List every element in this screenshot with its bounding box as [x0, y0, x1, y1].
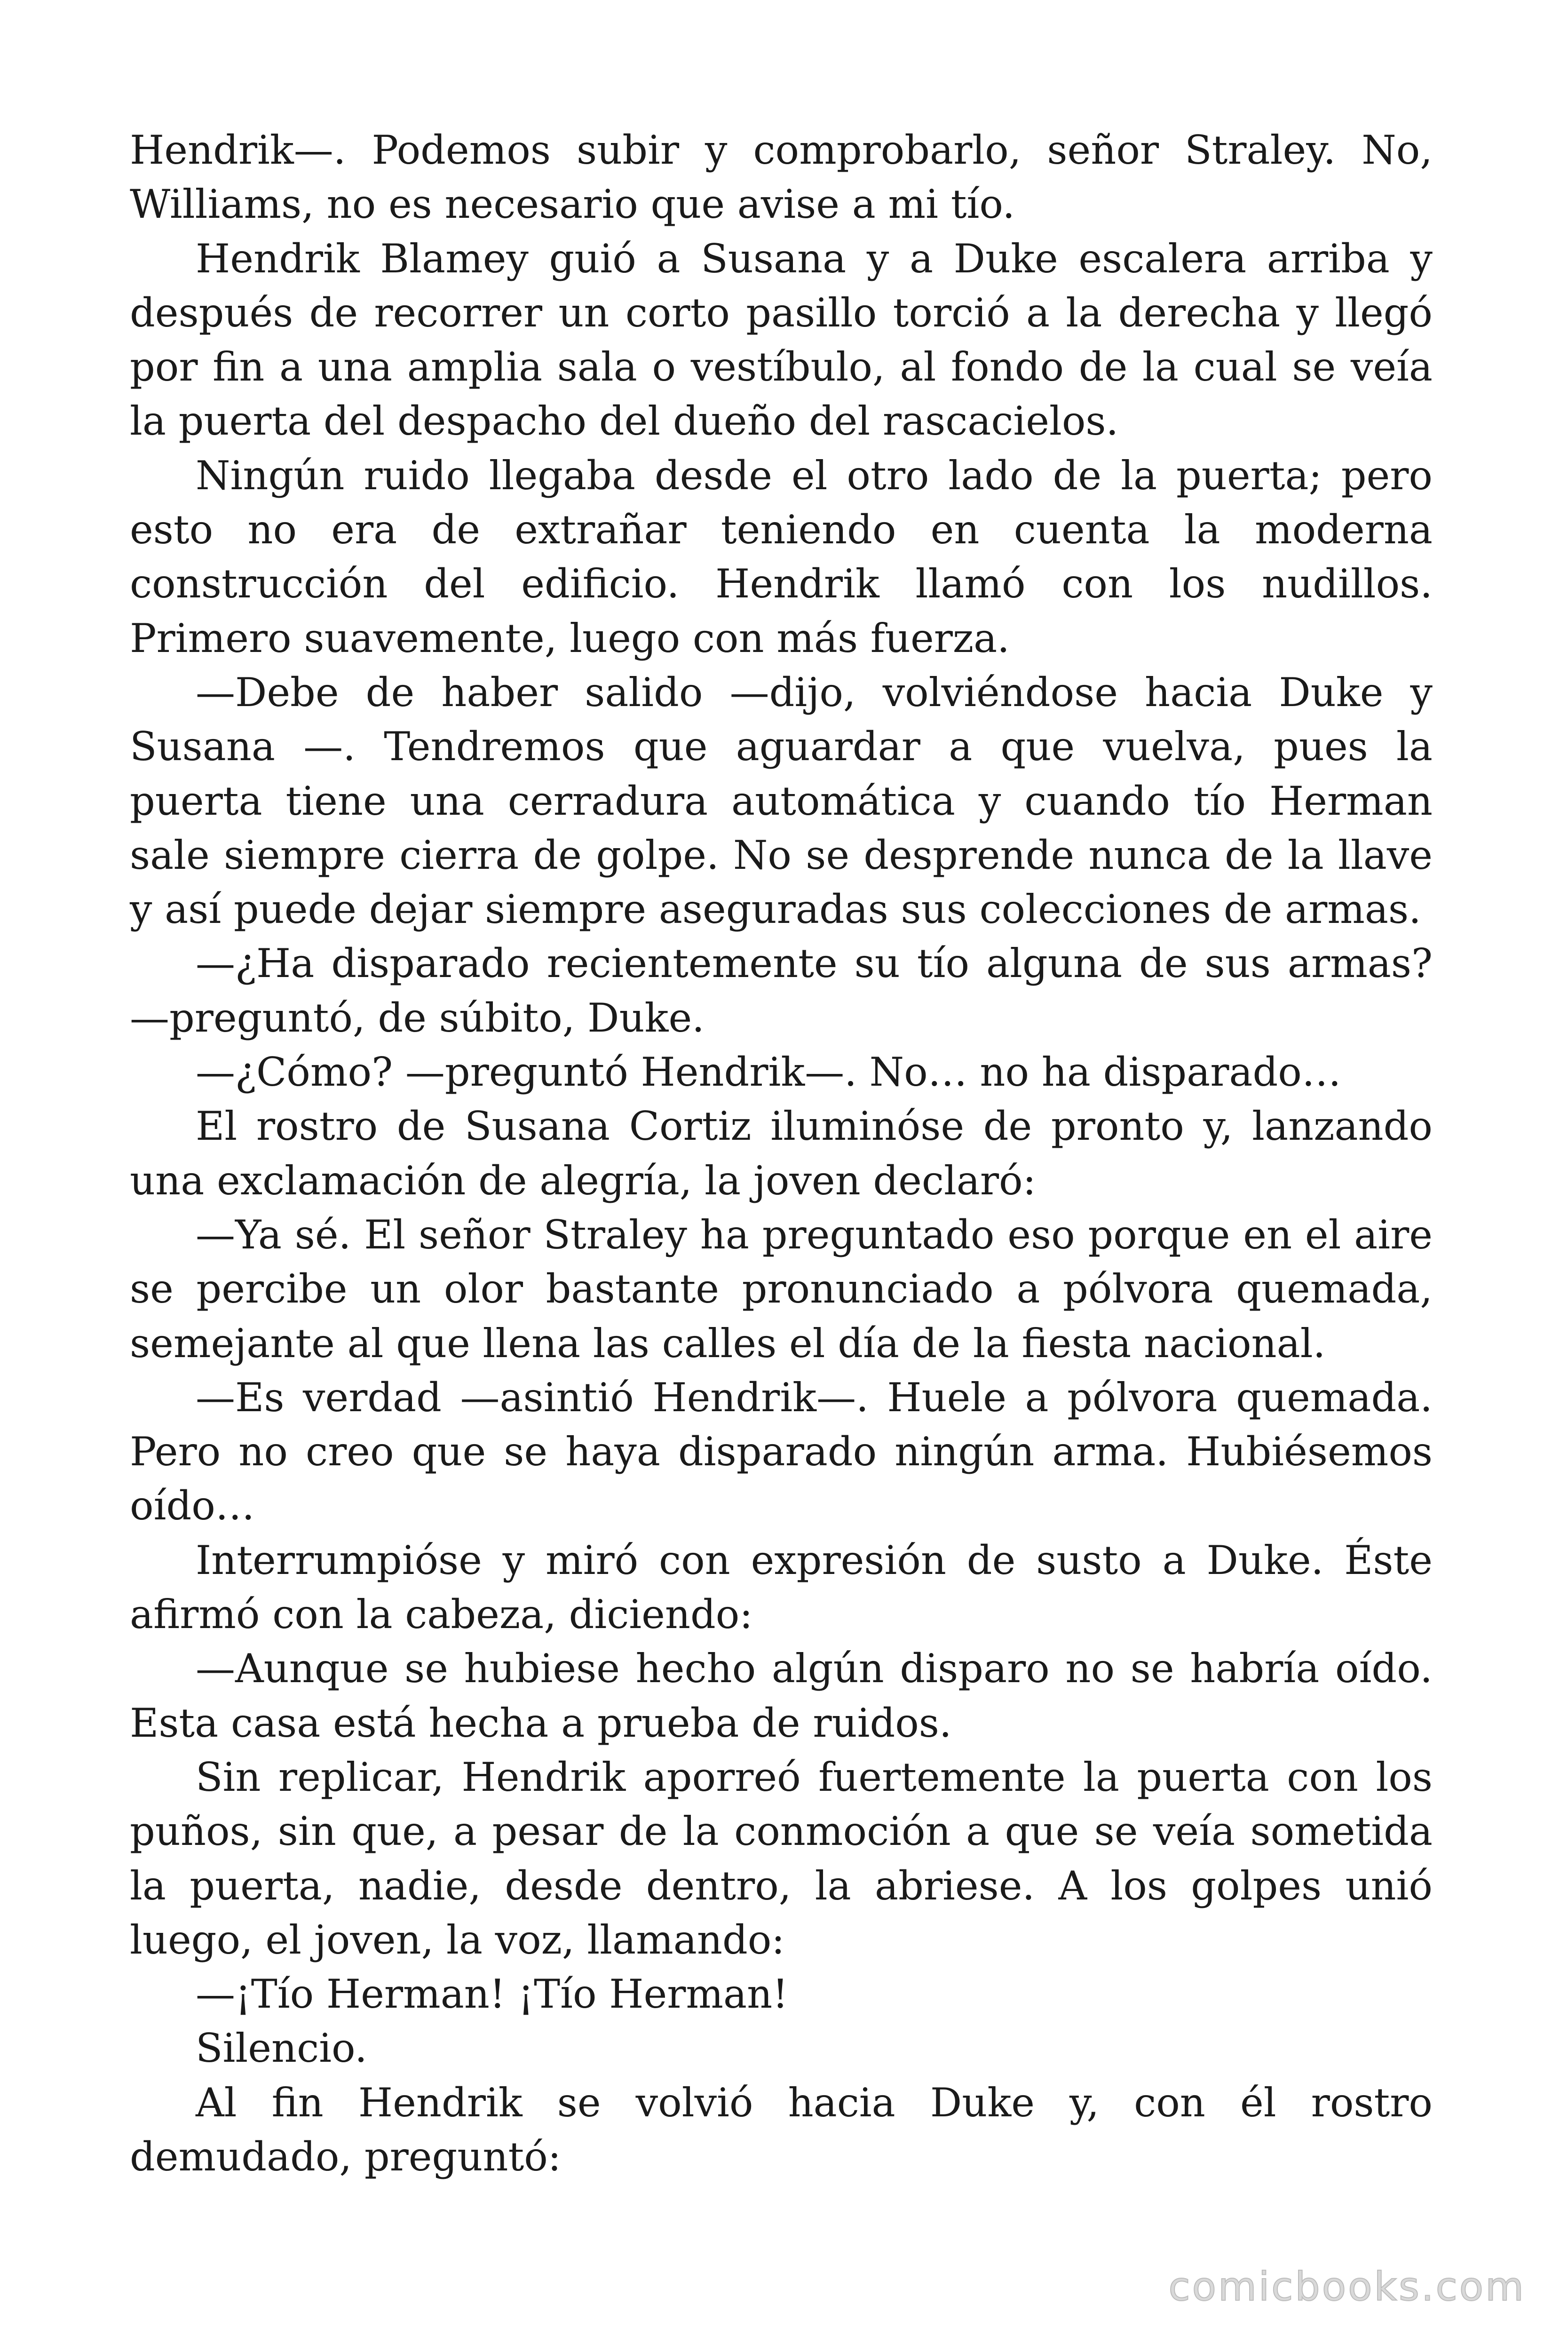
paragraph: Ningún ruido llegaba desde el otro lado de la puerta; pero esto no era de extrañar teniendo en cuenta la moderna construcción del edificio. Hendrik llamó con los nudillos. Primero suavemente, luego con más fuerza. — [130, 452, 1433, 661]
paragraph: —¿Ha disparado recientemente su tío alguna de sus armas? —preguntó, de súbito, Duke. — [130, 940, 1433, 1041]
paragraph: El rostro de Susana Cortiz iluminóse de pronto y, lanzando una exclamación de alegría, la joven declaró: — [130, 1103, 1433, 1204]
paragraph: Silencio. — [196, 2025, 367, 2072]
paragraph: —¡Tío Herman! ¡Tío Herman! — [196, 1971, 788, 2018]
paragraph: Hendrik—. Podemos subir y comprobarlo, señor Straley. No, Williams, no es necesario que avise a mi tío. — [130, 127, 1433, 228]
paragraph: —Debe de haber salido —dijo, volviéndose hacia Duke y Susana —. Tendremos que aguardar a que vuelva, pues la puerta tiene una cerradura automática y cuando tío Herman sale siempre cierra de golpe. No se desprende nunca de la llave y así puede dejar siempre aseguradas sus colecciones de armas. — [130, 669, 1433, 933]
paragraph: —Ya sé. El señor Straley ha preguntado eso porque en el aire se percibe un olor bastante pronunciado a pólvora quemada, semejante al que llena las calles el día de la fiesta nacional. — [130, 1211, 1433, 1367]
page-text — [130, 123, 1433, 2184]
paragraph: Hendrik Blamey guió a Susana y a Duke escalera arriba y después de recorrer un corto pasillo torció a la derecha y llegó por fin a una amplia sala o vestíbulo, al fondo de la cual se veía la puerta del despacho del dueño del rascacielos. — [130, 235, 1433, 445]
watermark: comicbooks.com — [1168, 2264, 1526, 2310]
paragraph: —¿Cómo? —preguntó Hendrik—. No… no ha disparado… — [196, 1049, 1341, 1096]
paragraph: —Es verdad —asintió Hendrik—. Huele a pólvora quemada. Pero no creo que se haya disparado ningún arma. Hubiésemos oído… — [130, 1374, 1433, 1529]
paragraph: Al fin Hendrik se volvió hacia Duke y, con él rostro demudado, preguntó: — [130, 2079, 1433, 2180]
paragraph: Interrumpióse y miró con expresión de susto a Duke. Éste afirmó con la cabeza, diciendo: — [130, 1537, 1433, 1638]
paragraph: Sin replicar, Hendrik aporreó fuertemente la puerta con los puños, sin que, a pesar de la conmoción a que se veía sometida la puerta, nadie, desde dentro, la abriese. A los golpes unió luego, el joven, la voz, llamando: — [130, 1754, 1433, 1963]
paragraph: —Aunque se hubiese hecho algún disparo no se habría oído. Esta casa está hecha a prueba de ruidos. — [130, 1645, 1433, 1746]
